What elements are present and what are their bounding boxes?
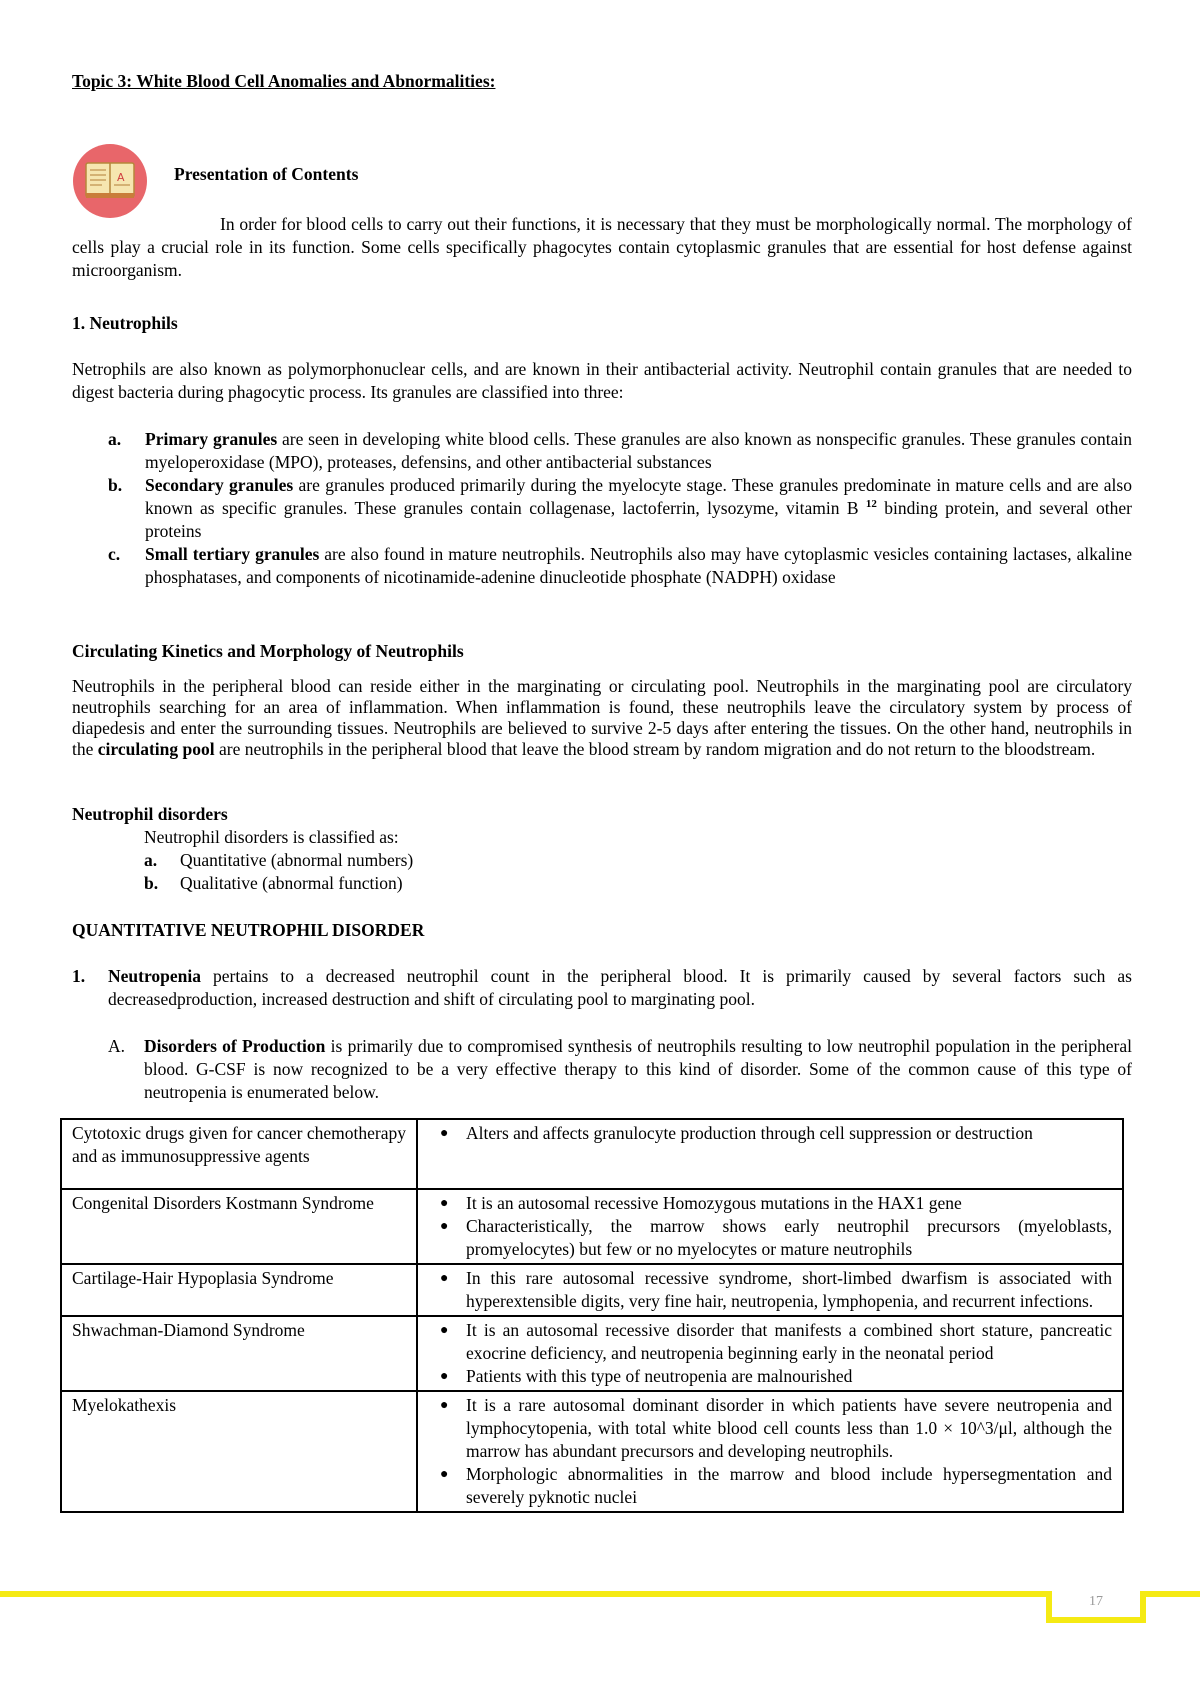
quantitative-heading: QUANTITATIVE NEUTROPHIL DISORDER	[72, 920, 425, 940]
list-marker: a.	[108, 429, 122, 449]
bullet-icon: ●	[440, 1398, 449, 1413]
list-item	[108, 1035, 1132, 1104]
granule-text: are also found in mature neutrophils. Neutrophils also may have cytoplasmic vesicles containing lactases, alkaline phosphatases, and components of nicotinamide-adenine dinucleotide phosphate (NADPH) oxidase	[145, 544, 1132, 587]
list-marker: b.	[108, 475, 123, 495]
table-row	[61, 1119, 1123, 1189]
table-cell-name: Cartilage-Hair Hypoplasia Syndrome	[61, 1264, 417, 1316]
list-marker: a.	[144, 850, 158, 870]
bullet-icon: ●	[440, 1271, 449, 1286]
list-text: Quantitative (abnormal numbers)	[180, 850, 414, 870]
bullet-icon: ●	[440, 1196, 449, 1211]
table-row	[61, 1391, 1123, 1512]
bullet-icon: ●	[440, 1467, 449, 1482]
topic-title: Topic 3: White Blood Cell Anomalies and Abnormalities:	[72, 71, 496, 91]
disorders-table	[60, 1118, 1124, 1513]
neutropenia-text: pertains to a decreased neutrophil count in the peripheral blood. It is primarily caused by several factors such as decreasedproduction, increased destruction and shift of circulating pool to marginating pool.	[108, 966, 1132, 1009]
table-cell-name: Myelokathexis	[61, 1391, 417, 1512]
disorder-types	[144, 849, 413, 895]
bullet-text: It is an autosomal recessive disorder that manifests a combined short stature, pancreatic exocrine deficiency, and neutropenia beginning early in the neonatal period	[466, 1320, 1112, 1363]
superscript: 12	[865, 498, 877, 511]
list-marker: A.	[108, 1036, 126, 1056]
production-text: is primarily due to compromised synthesis of neutrophils resulting to low neutrophil population in the peripheral blood. G-CSF is now recognized to be a very effective therapy to this kind of disorder. Some of the common cause of this type of neutropenia is enumerated below.	[144, 1036, 1133, 1102]
bullet-item	[428, 1215, 1112, 1261]
kinetics-text-after: are neutrophils in the peripheral blood that leave the blood stream by random migration and do not return to the bloodstream.	[214, 739, 1096, 759]
bullet-item	[428, 1319, 1112, 1365]
bullet-item	[428, 1365, 1112, 1388]
kinetics-bold-term: circulating pool	[97, 739, 215, 759]
footer-rule	[0, 1591, 1200, 1597]
bullet-text: Alters and affects granulocyte production through cell suppression or destruction	[466, 1123, 1033, 1143]
disorders-heading: Neutrophil disorders	[72, 804, 228, 824]
kinetics-text: Neutrophils in the peripheral blood can reside either in the marginating or circulating pool. Neutrophils in the marginating pool are circulatory neutrophils searching for an area of inflammation. When inflammation is found, these neutrophils leave the circulatory system by process of diapedesis and enter the surrounding tissues. Neutrophils are believed to survive 2-5 days after entering the tissues. On the other hand, neutrophils in the	[72, 676, 1132, 759]
table-row	[61, 1264, 1123, 1316]
table-cell-name: Cytotoxic drugs given for cancer chemotherapy and as immunosuppressive agents	[61, 1119, 417, 1189]
bullet-icon: ●	[440, 1126, 449, 1141]
list-item	[108, 474, 1132, 543]
section-heading: Presentation of Contents	[174, 164, 359, 184]
bullet-item	[428, 1394, 1112, 1463]
svg-text:A: A	[117, 171, 125, 184]
list-item	[72, 965, 1132, 1011]
bullet-item	[428, 1192, 1112, 1215]
page-number: 17	[1046, 1591, 1146, 1623]
numbered-list	[72, 965, 1132, 1011]
bullet-text: Morphologic abnormalities in the marrow and blood include hypersegmentation and severely pyknotic nuclei	[466, 1464, 1112, 1507]
kinetics-heading: Circulating Kinetics and Morphology of Neutrophils	[72, 641, 464, 661]
list-marker: c.	[108, 544, 121, 564]
granule-text: are granules produced primarily during the myelocyte stage. These granules predominate in mature cells and are also known as specific granules. These granules contain collagenase, lactoferrin, lysozyme, vitamin B	[145, 475, 1132, 518]
list-item	[144, 849, 413, 872]
bullet-icon: ●	[440, 1219, 449, 1234]
table-cell-desc	[417, 1189, 1123, 1264]
bullet-text: In this rare autosomal recessive syndrome, short-limbed dwarfism is associated with hyperextensible digits, very fine hair, neutropenia, lymphopenia, and recurrent infections.	[466, 1268, 1112, 1311]
table-cell-name: Shwachman-Diamond Syndrome	[61, 1316, 417, 1391]
bullet-icon: ●	[440, 1369, 449, 1384]
table-cell-desc	[417, 1391, 1123, 1512]
production-disorders	[108, 1035, 1132, 1104]
list-item	[108, 543, 1132, 589]
granule-term: Secondary granules	[145, 475, 294, 495]
bullet-text: It is a rare autosomal dominant disorder in which patients have severe neutropenia and lymphocytopenia, with total white blood cell counts less than 1.0 × 10^3/μl, although the marrow has abundant precursors and developing neutrophils.	[466, 1395, 1112, 1461]
bullet-item	[428, 1463, 1112, 1509]
bullet-text: Characteristically, the marrow shows early neutrophil precursors (myeloblasts, promyelocytes) but few or no myelocytes or mature neutrophils	[466, 1216, 1112, 1259]
table-cell-desc	[417, 1119, 1123, 1189]
bullet-text: It is an autosomal recessive Homozygous mutations in the HAX1 gene	[466, 1193, 962, 1213]
granule-term: Primary granules	[145, 429, 278, 449]
bullet-text: Patients with this type of neutropenia are malnourished	[466, 1366, 853, 1386]
open-book-icon	[72, 143, 148, 219]
bullet-item	[428, 1267, 1112, 1313]
table-cell-desc	[417, 1264, 1123, 1316]
neutrophils-paragraph: Netrophils are also known as polymorphonuclear cells, and are known in their antibacterial activity. Neutrophil contain granules that are needed to digest bacteria during phagocytic process. Its granules are classified into three:	[72, 359, 1132, 402]
table-row	[61, 1189, 1123, 1264]
list-marker: b.	[144, 873, 159, 893]
list-marker: 1.	[72, 966, 86, 986]
neutropenia-term: Neutropenia	[108, 966, 202, 986]
production-term: Disorders of Production	[144, 1036, 326, 1056]
list-text: Qualitative (abnormal function)	[180, 873, 403, 893]
table-row	[61, 1316, 1123, 1391]
bullet-icon: ●	[440, 1323, 449, 1338]
disorders-intro: Neutrophil disorders is classified as:	[144, 827, 399, 847]
table-cell-name: Congenital Disorders Kostmann Syndrome	[61, 1189, 417, 1264]
kinetics-paragraph	[72, 676, 1132, 760]
table-cell-desc	[417, 1316, 1123, 1391]
neutrophils-heading: 1. Neutrophils	[72, 313, 178, 333]
list-item	[108, 428, 1132, 474]
granule-term: Small tertiary granules	[145, 544, 320, 564]
list-item	[144, 872, 413, 895]
intro-paragraph: In order for blood cells to carry out their functions, it is necessary that they must be morphologically normal. The morphology of cells play a crucial role in its function. Some cells specifically phagocytes contain cytoplasmic granules that are essential for host defense against microorganism.	[72, 214, 1132, 280]
granule-list	[108, 428, 1132, 589]
granule-text-after: binding protein, and several other proteins	[145, 498, 1133, 541]
granule-text: are seen in developing white blood cells. These granules are also known as nonspecific granules. These granules contain myeloperoxidase (MPO), proteases, defensins, and other antibacterial substances	[145, 429, 1132, 472]
bullet-item	[428, 1122, 1112, 1145]
